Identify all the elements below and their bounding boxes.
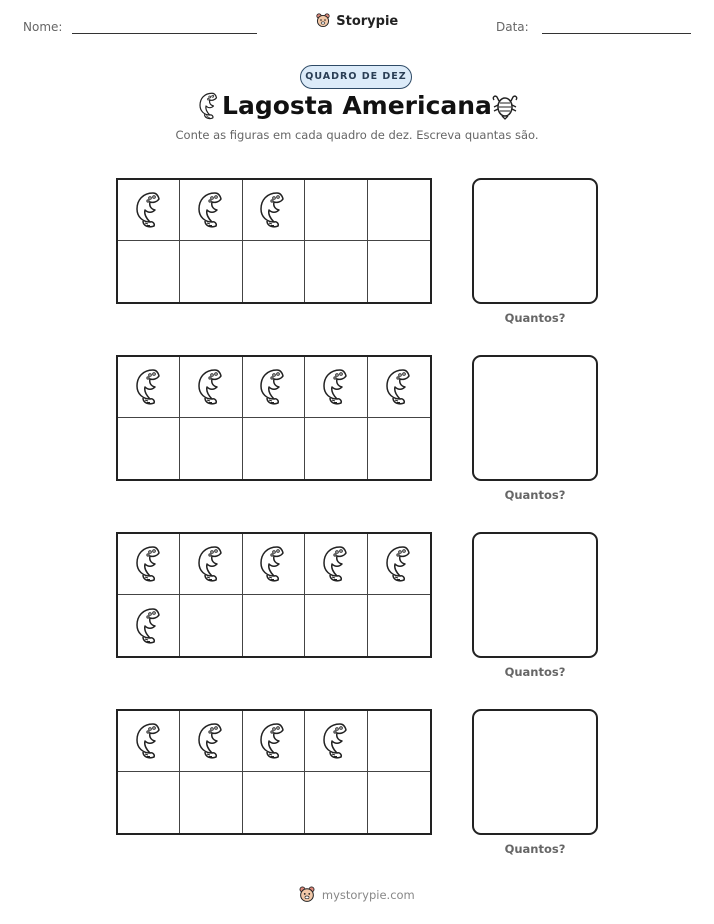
ten-frame-cell [180,241,242,302]
ten-frame-cell [180,534,242,595]
answer-box[interactable] [472,178,598,304]
ten-frame-cell [368,534,430,595]
lobster-claw-icon [193,190,229,230]
lobster-claw-icon [193,721,229,761]
ten-frame-cell [243,180,305,241]
lobster-claw-icon [255,367,291,407]
question-label: Quantos? [504,311,566,325]
storypie-bear-logo-icon [316,13,330,28]
brand-name: Storypie [336,14,399,29]
ten-frame-cell [368,357,430,418]
ten-frame-cell [368,418,430,479]
ten-frame-cell [180,180,242,241]
ten-frame-cell [180,595,242,656]
ten-frame-cell [305,711,367,772]
date-line[interactable] [542,33,691,34]
answer-box[interactable] [472,532,598,658]
name-line[interactable] [72,33,257,34]
answer-box[interactable] [472,355,598,481]
footer-url: mystorypie.com [321,888,415,902]
question-label: Quantos? [504,665,566,679]
lobster-claw-icon [318,544,354,584]
answer-box[interactable] [472,709,598,835]
ten-frame [116,355,432,481]
lobster-claw-icon [131,721,167,761]
ten-frame [116,532,432,658]
ten-frame-cell [243,595,305,656]
lobster-claw-icon [131,367,167,407]
storypie-bear-logo-icon [299,886,315,903]
ten-frame-cell [180,772,242,833]
lobster-claw-icon [131,544,167,584]
ten-frame-cell [118,180,180,241]
name-label: Nome: [23,20,63,34]
ten-frame-cell [368,595,430,656]
question-label: Quantos? [504,488,566,502]
worksheet-type-badge: QUADRO DE DEZ [300,65,412,89]
ten-frame-cell [305,357,367,418]
ten-frame-cell [118,595,180,656]
ten-frame-cell [305,534,367,595]
lobster-claw-icon [381,544,417,584]
ten-frame-cell [305,180,367,241]
ten-frame-cell [368,711,430,772]
lobster-claw-icon [255,190,291,230]
ten-frame-cell [305,595,367,656]
ten-frame-cell [118,418,180,479]
date-label: Data: [496,20,529,34]
ten-frame-cell [118,357,180,418]
ten-frame-cell [243,241,305,302]
lobster-claw-icon [381,367,417,407]
ten-frame [116,709,432,835]
ten-frame-cell [243,357,305,418]
ten-frame-cell [243,772,305,833]
ten-frame-cell [243,534,305,595]
ten-frame-cell [305,772,367,833]
lobster-claw-icon [255,544,291,584]
ten-frame-cell [243,418,305,479]
instructions: Conte as figuras em cada quadro de dez. Escreva quantas são. [175,128,539,142]
ten-frame-cell [180,711,242,772]
ten-frame-cell [180,357,242,418]
brand-logo [0,13,714,29]
lobster-claw-icon [131,190,167,230]
ten-frame-cell [118,772,180,833]
ten-frame-cell [305,418,367,479]
footer [0,886,714,903]
ten-frame-cell [118,241,180,302]
ten-frame-cell [118,534,180,595]
ten-frame-cell [180,418,242,479]
ten-frame-cell [243,711,305,772]
lobster-claw-icon [131,606,167,646]
lobster-icon [490,94,520,120]
page-title: Lagosta Americana [222,91,492,120]
ten-frame-cell [305,241,367,302]
ten-frame-cell [368,241,430,302]
ten-frame-cell [118,711,180,772]
lobster-claw-icon [255,721,291,761]
lobster-claw-icon [318,367,354,407]
lobster-claw-icon [318,721,354,761]
lobster-claw-icon [193,544,229,584]
question-label: Quantos? [504,842,566,856]
ten-frame [116,178,432,304]
ten-frame-cell [368,772,430,833]
ten-frame-cell [368,180,430,241]
lobster-claw-icon [193,367,229,407]
